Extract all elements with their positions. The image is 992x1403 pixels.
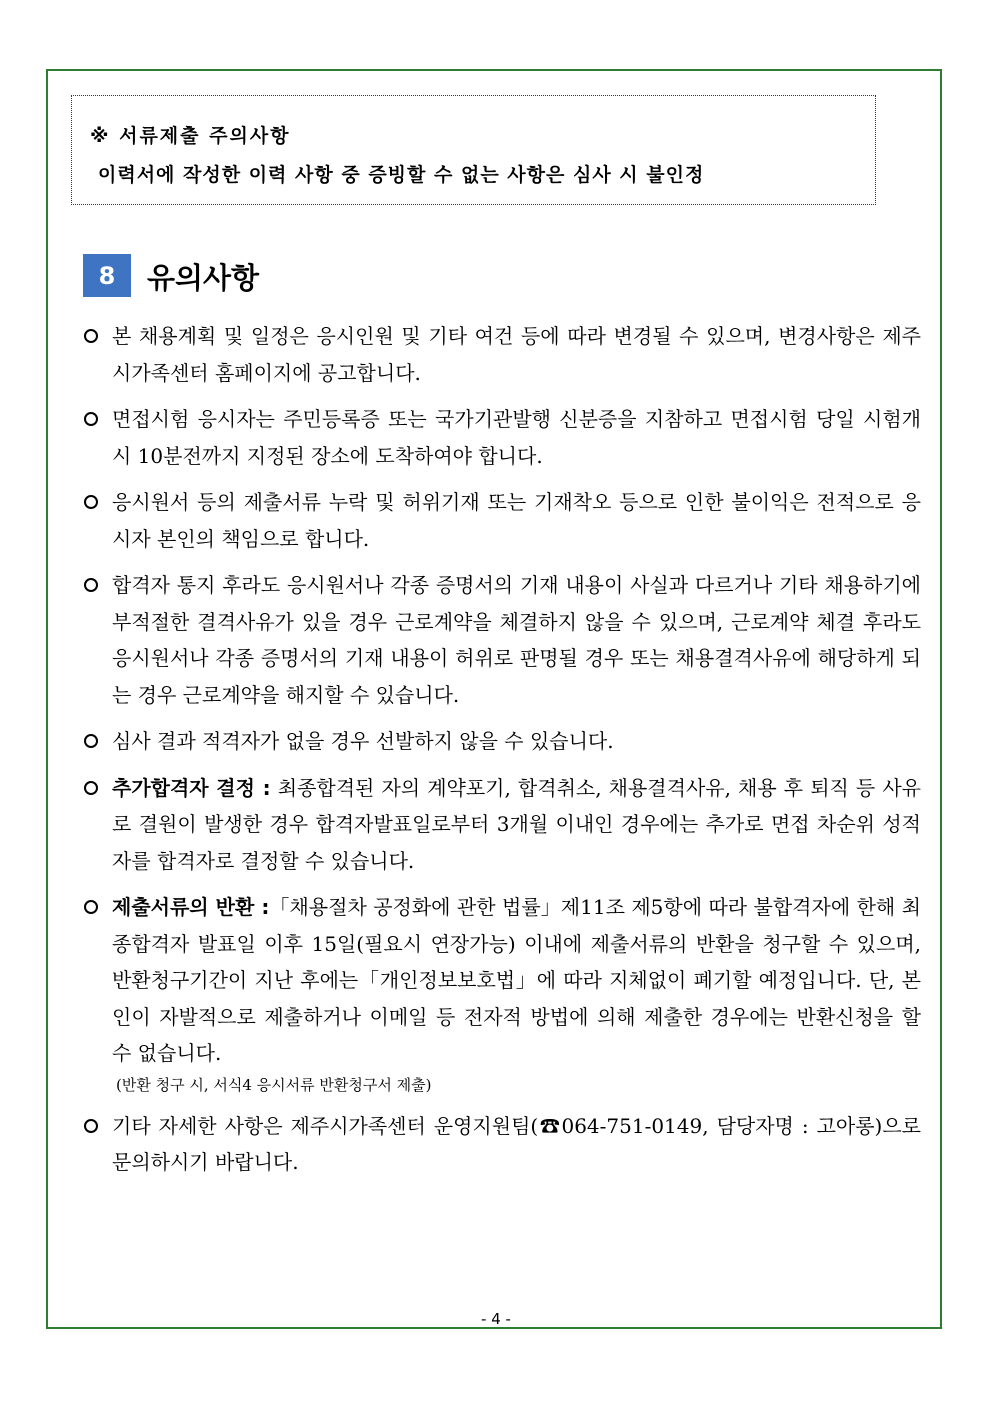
list-item [83, 318, 921, 391]
section-title: 유의사항 [147, 261, 260, 295]
item-text: 면접시험 응시자는 주민등록증 또는 국가기관발행 신분증을 지참하고 면접시험 당일 시험개시 10분전까지 지정된 장소에 도착하여야 합니다. [112, 407, 921, 468]
circle-bullet-icon [84, 329, 98, 343]
circle-bullet-icon [84, 900, 98, 914]
item-text: 최종합격된 자의 계약포기, 합격취소, 채용결격사유, 채용 후 퇴직 등 사유로 결원이 발생한 경우 합격자발표일로부터 3개월 이내인 경우에는 추가로 면접 차순위 성적자를 합격자로 결정할 수 있습니다. [112, 775, 921, 873]
circle-bullet-icon [84, 495, 98, 509]
circle-bullet-icon [84, 734, 98, 748]
notice-body: 이력서에 작성한 이력 사항 중 증빙할 수 없는 사항은 심사 시 불인정 [98, 164, 705, 186]
submission-notice-box [71, 95, 876, 205]
circle-bullet-icon [84, 781, 98, 795]
section-number-badge: 8 [83, 254, 131, 297]
list-item [83, 567, 921, 713]
notice-title: ※ 서류제출 주의사항 [90, 125, 291, 147]
page-number: - 4 - [481, 1310, 511, 1328]
list-item [83, 401, 921, 474]
item-text: 합격자 통지 후라도 응시원서나 각종 증명서의 기재 내용이 사실과 다르거나 기타 채용하기에 부적절한 결격사유가 있을 경우 근로계약을 체결하지 않을 수 있으며, 근로계약 체결 후라도 응시원서나 각종 증명서의 기재 내용이 허위로 판명될 경우 또는 채용결격사유에 해당하게 되는 경우 근로계약을 해지할 수 있습니다. [112, 573, 921, 707]
list-item [83, 770, 921, 880]
list-item [83, 1108, 921, 1181]
item-text: 기타 자세한 사항은 제주시가족센터 운영지원팀(☎064-751-0149, 담당자명 : 고아롱)으로 문의하시기 바랍니다. [112, 1113, 921, 1174]
circle-bullet-icon [84, 578, 98, 592]
item-lead: 제출서류의 반환 : [112, 895, 270, 919]
notes-list [83, 318, 921, 1191]
list-item [83, 889, 921, 1098]
list-item [83, 723, 921, 760]
circle-bullet-icon [84, 412, 98, 426]
item-text: 심사 결과 적격자가 없을 경우 선발하지 않을 수 있습니다. [112, 729, 614, 753]
list-item [83, 484, 921, 557]
item-lead: 추가합격자 결정 : [112, 775, 271, 800]
item-text: 본 채용계획 및 일정은 응시인원 및 기타 여건 등에 따라 변경될 수 있으며, 변경사항은 제주시가족센터 홈페이지에 공고합니다. [112, 324, 921, 385]
item-text: 응시원서 등의 제출서류 누락 및 허위기재 또는 기재착오 등으로 인한 불이익은 전적으로 응시자 본인의 책임으로 합니다. [112, 490, 921, 551]
circle-bullet-icon [84, 1119, 98, 1133]
item-text: 「채용절차 공정화에 관한 법률」제11조 제5항에 따라 불합격자에 한해 최종합격자 발표일 이후 15일(필요시 연장가능) 이내에 제출서류의 반환을 청구할 수 있으며, 반환청구기간이 지난 후에는「개인정보보호법」에 따라 지체없이 폐기할 예정입니다. 단, 본인이 자발적으로 제출하거나 이메일 등 전자적 방법에 의해 제출한 경우에는 반환신청을 할 수 없습니다. [112, 895, 921, 1065]
item-note: (반환 청구 시, 서식4 응시서류 반환청구서 제출) [116, 1075, 432, 1094]
